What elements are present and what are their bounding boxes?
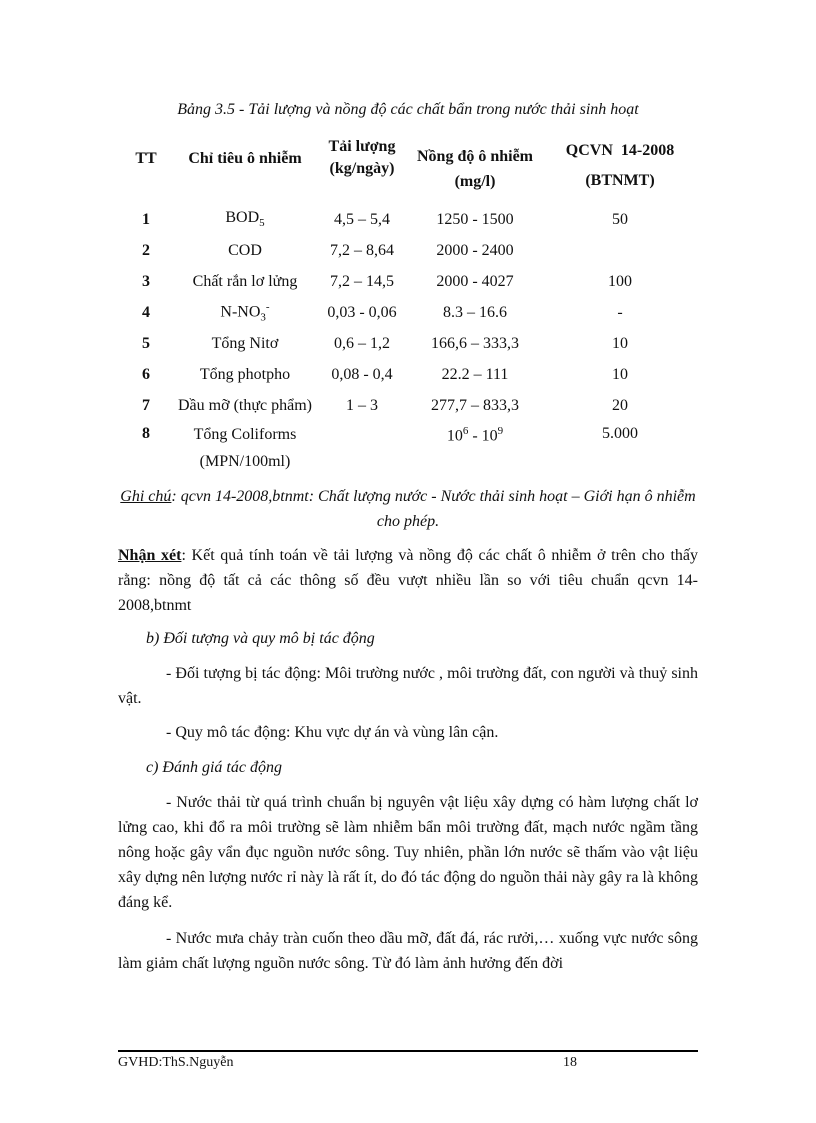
table-row xyxy=(118,266,698,297)
row-load: 1 – 3 xyxy=(346,396,378,414)
row-name: Chất rắn lơ lửng xyxy=(192,272,298,290)
row-std: 10 xyxy=(612,365,628,383)
table-note xyxy=(118,484,698,534)
row-conc: 277,7 – 833,3 xyxy=(431,396,519,414)
row-tt: 1 xyxy=(142,210,150,228)
row-name: COD xyxy=(228,241,262,259)
table-row xyxy=(118,235,698,266)
row-tt: 6 xyxy=(142,365,150,383)
row-name: $N-NO_3^-$ xyxy=(220,301,270,324)
note-text: : qcvn 14-2008,btnmt: Chất lượng nước - Nước thải sinh hoạt – Giới hạn ô nhiễm cho phép. xyxy=(171,488,696,530)
row-load: 0,03 - 0,06 xyxy=(327,303,397,321)
remark-paragraph xyxy=(118,543,698,618)
row-conc: 22.2 – 111 xyxy=(441,365,509,383)
row-load: 0,08 - 0,4 xyxy=(331,365,393,383)
table-header-row xyxy=(118,136,698,196)
remark-text: : Kết quả tính toán về tải lượng và nồng độ các chất ô nhiễm ở trên cho thấy rằng: nồng độ tất cả các thông số đều vượt nhiều lần so với tiêu chuẩn qcvn 14-2008,btnmt xyxy=(118,547,698,614)
row-name: Dầu mỡ (thực phẩm) xyxy=(178,396,312,414)
row-std: 20 xyxy=(612,396,628,414)
header-chitieu: Chỉ tiêu ô nhiễm xyxy=(188,150,302,167)
row-tt: 7 xyxy=(142,396,150,414)
remark-label: Nhận xét xyxy=(118,547,182,564)
row-load xyxy=(316,421,408,475)
row-std xyxy=(542,235,698,266)
row-std: 100 xyxy=(608,272,632,290)
row-name: Tổng Nitơ xyxy=(211,334,279,352)
row-conc: 166,6 – 333,3 xyxy=(431,334,519,352)
row-conc: 1250 - 1500 xyxy=(436,210,514,228)
footer-rule xyxy=(118,1050,698,1052)
row-std: 50 xyxy=(612,210,628,228)
row-load: 0,6 – 1,2 xyxy=(334,334,390,352)
row-name: Tổng Coliforms (MPN/100ml) xyxy=(193,426,297,470)
section-b-heading: b) Đối tượng và quy mô bị tác động xyxy=(146,630,375,647)
table-caption: Bảng 3.5 - Tải lượng và nồng độ các chất bẩn trong nước thải sinh hoạt xyxy=(177,101,639,118)
table-row xyxy=(118,328,698,359)
section-b-paragraph-1: - Đối tượng bị tác động: Môi trường nước , môi trường đất, con người và thuỷ sinh vật. xyxy=(118,665,698,707)
row-tt: 8 xyxy=(142,425,150,442)
row-tt: 4 xyxy=(142,303,150,321)
row-std: - xyxy=(617,303,623,321)
section-c-paragraph-2: - Nước mưa chảy tràn cuốn theo dầu mỡ, đất đá, rác rưởi,… xuống vực nước sông làm giảm chất lượng nguồn nước sông. Từ đó làm ảnh hưởng đến đời xyxy=(118,930,698,972)
page-number: 18 xyxy=(563,1055,577,1070)
row-load: 7,2 – 8,64 xyxy=(330,241,394,259)
row-conc: 8.3 – 16.6 xyxy=(443,303,507,321)
table-row xyxy=(118,204,698,235)
footer-advisor: GVHD:ThS.Nguyễn xyxy=(118,1055,234,1070)
table-row xyxy=(118,297,698,328)
table-row xyxy=(118,359,698,390)
table-row xyxy=(118,390,698,421)
row-name: $BOD_5$ xyxy=(225,209,265,230)
pollutant-table xyxy=(118,136,698,475)
section-c-heading: c) Đánh giá tác động xyxy=(146,759,282,776)
header-qcvn: QCVN 14-2008 (BTNMT) xyxy=(565,142,675,189)
section-c-paragraph-1: - Nước thải từ quá trình chuẩn bị nguyên vật liệu xây dựng có hàm lượng chất lơ lửng cao, khi đổ ra môi trường sẽ làm nhiễm bẩn môi trường đất, mạch nước ngầm tầng nông hoặc gây vẩn đục nguồn nước sông. Tuy nhiên, phần lớn nước sẽ thấm vào vật liệu xây dựng nên lượng nước rỉ này là rất ít, do đó tác động do nguồn thải này gây ra là không đáng kể. xyxy=(118,794,698,911)
note-label: Ghi chú xyxy=(120,488,172,505)
table-row xyxy=(118,421,698,475)
row-load: 7,2 – 14,5 xyxy=(330,272,394,290)
row-conc: 2000 - 2400 xyxy=(436,241,514,259)
section-b-paragraph-2: - Quy mô tác động: Khu vực dự án và vùng lân cận. xyxy=(166,724,499,741)
row-std: 5.000 xyxy=(602,425,638,442)
row-tt: 5 xyxy=(142,334,150,352)
row-load: 4,5 – 5,4 xyxy=(334,210,390,228)
row-conc: 2000 - 4027 xyxy=(436,272,514,290)
row-tt: 3 xyxy=(142,272,150,290)
header-tailuong: Tải lượng (kg/ngày) xyxy=(328,138,396,177)
header-nongdo: Nồng độ ô nhiễm (mg/l) xyxy=(416,148,534,190)
row-std: 10 xyxy=(612,334,628,352)
row-conc: $10^6 - 10^9$ xyxy=(446,425,504,445)
header-tt: TT xyxy=(135,150,157,167)
row-name: Tổng photpho xyxy=(199,365,291,383)
row-tt: 2 xyxy=(142,241,150,259)
